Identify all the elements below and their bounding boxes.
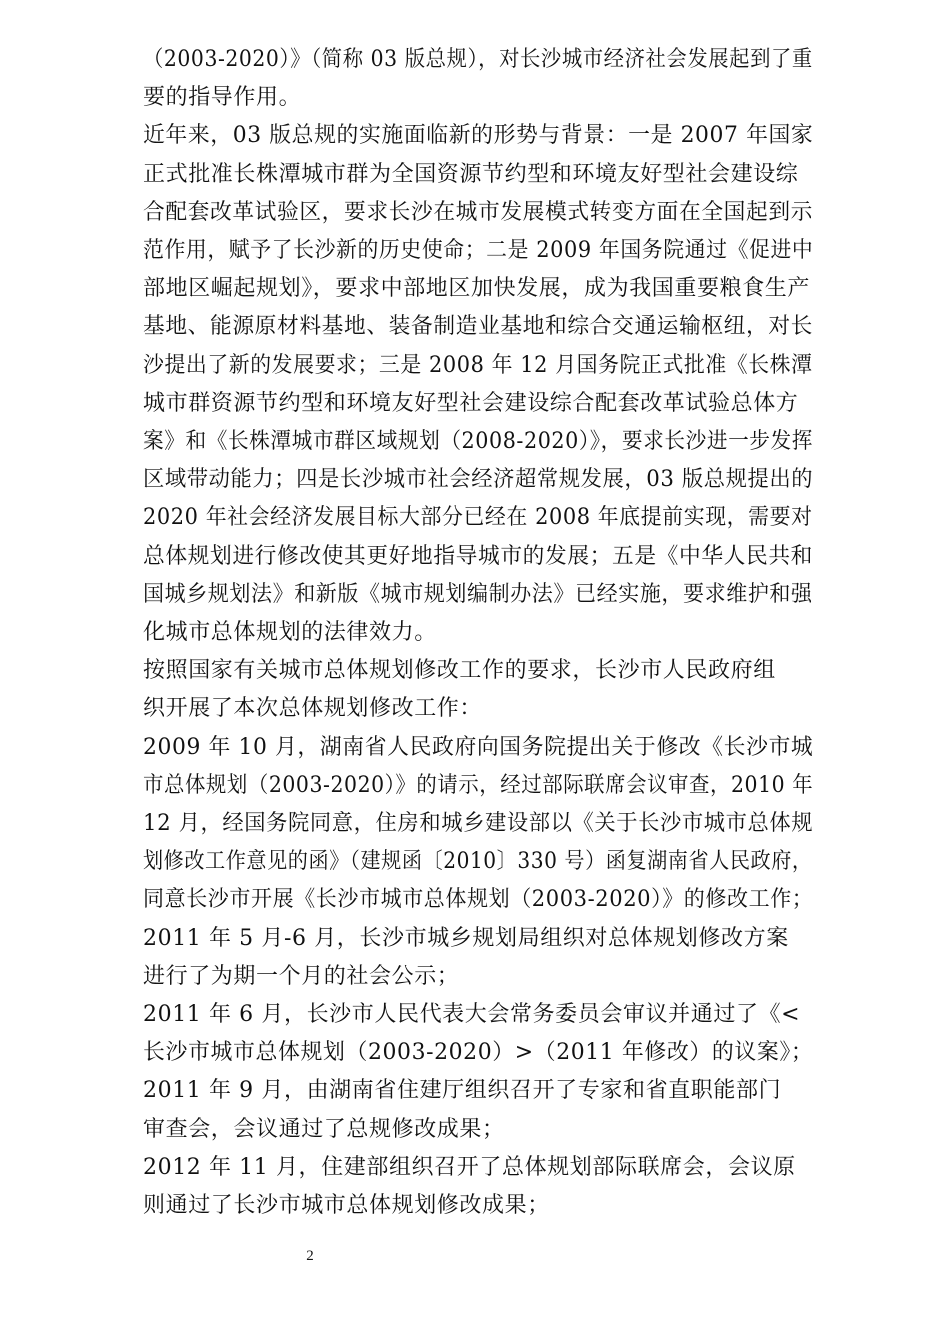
- text-line: 进行了为期一个月的社会公示；: [143, 963, 460, 989]
- text-line: 市总体规划（2003-2020）》的请示，经过部际联席会议审查，2010 年: [143, 772, 814, 798]
- text-line: 长沙市城市总体规划（2003-2020）>（2011 年修改）的议案》；: [143, 1040, 814, 1066]
- text-line: 城市群资源节约型和环境友好型社会建设综合配套改革试验总体方: [143, 390, 799, 416]
- text-line: 同意长沙市开展《长沙市城市总体规划（2003-2020）》的修改工作；: [143, 887, 814, 913]
- text-line: 12 月，经国务院同意，住房和城乡建设部以《关于长沙市城市总体规: [143, 811, 814, 836]
- text-line: 区域带动能力；四是长沙城市社会经济超常规发展，03 版总规提出的: [143, 467, 814, 493]
- text-line: 2011 年 6 月，长沙市人民代表大会常务委员会审议并通过了《<: [143, 1002, 801, 1027]
- text-line: 国城乡规划法》和新版《城市规划编制办法》已经实施，要求维护和强: [143, 581, 813, 607]
- text-line: 2012 年 11 月，住建部组织召开了总体规划部际联席会，会议原: [143, 1154, 796, 1180]
- text-line: 则通过了长沙市城市总体规划修改成果；: [143, 1193, 550, 1218]
- text-line: 合配套改革试验区，要求长沙在城市发展模式转变方面在全国起到示: [143, 199, 814, 225]
- text-line: 按照国家有关城市总体规划修改工作的要求，长沙市人民政府组: [143, 658, 776, 684]
- text-line: 正式批准长株潭城市群为全国资源节约型和环境友好型社会建设综: [143, 161, 799, 187]
- text-line: 织开展了本次总体规划修改工作：: [143, 696, 483, 722]
- text-line: 案》和《长株潭城市群区域规划（2008-2020）》，要求长沙进一步发挥: [143, 429, 814, 454]
- text-line: 划修改工作意见的函》（建规函〔2010〕330 号）函复湖南省人民政府，: [143, 849, 813, 875]
- text-line: （2003-2020）》（简称 03 版总规），对长沙城市经济社会发展起到了重: [143, 47, 813, 72]
- text-line: 范作用，赋予了长沙新的历史使命；二是 2009 年国务院通过《促进中: [143, 238, 814, 263]
- text-line: 总体规划进行修改使其更好地指导城市的发展；五是《中华人民共和: [143, 543, 814, 569]
- text-line: 基地、能源原材料基地、装备制造业基地和综合交通运输枢纽，对长: [143, 314, 814, 340]
- text-line: 2011 年 5 月-6 月，长沙市城乡规划局组织对总体规划修改方案: [143, 925, 789, 951]
- text-line: 要的指导作用。: [143, 85, 302, 111]
- text-line: 化城市总体规划的法律效力。: [143, 620, 437, 645]
- text-line: 审查会，会议通过了总规修改成果；: [143, 1116, 505, 1142]
- page-number: 2: [306, 1248, 314, 1264]
- text-line: 2011 年 9 月，由湖南省住建厅组织召开了专家和省直职能部门: [143, 1078, 782, 1104]
- text-line: 近年来，03 版总规的实施面临新的形势与背景：一是 2007 年国家: [143, 123, 814, 149]
- text-line: 部地区崛起规划》，要求中部地区加快发展，成为我国重要粮食生产: [143, 276, 811, 302]
- text-line: 2009 年 10 月，湖南省人民政府向国务院提出关于修改《长沙市城: [143, 734, 814, 760]
- text-line: 沙提出了新的发展要求；三是 2008 年 12 月国务院正式批准《长株潭: [143, 352, 813, 378]
- text-line: 2020 年社会经济发展目标大部分已经在 2008 年底提前实现，需要对: [143, 505, 813, 531]
